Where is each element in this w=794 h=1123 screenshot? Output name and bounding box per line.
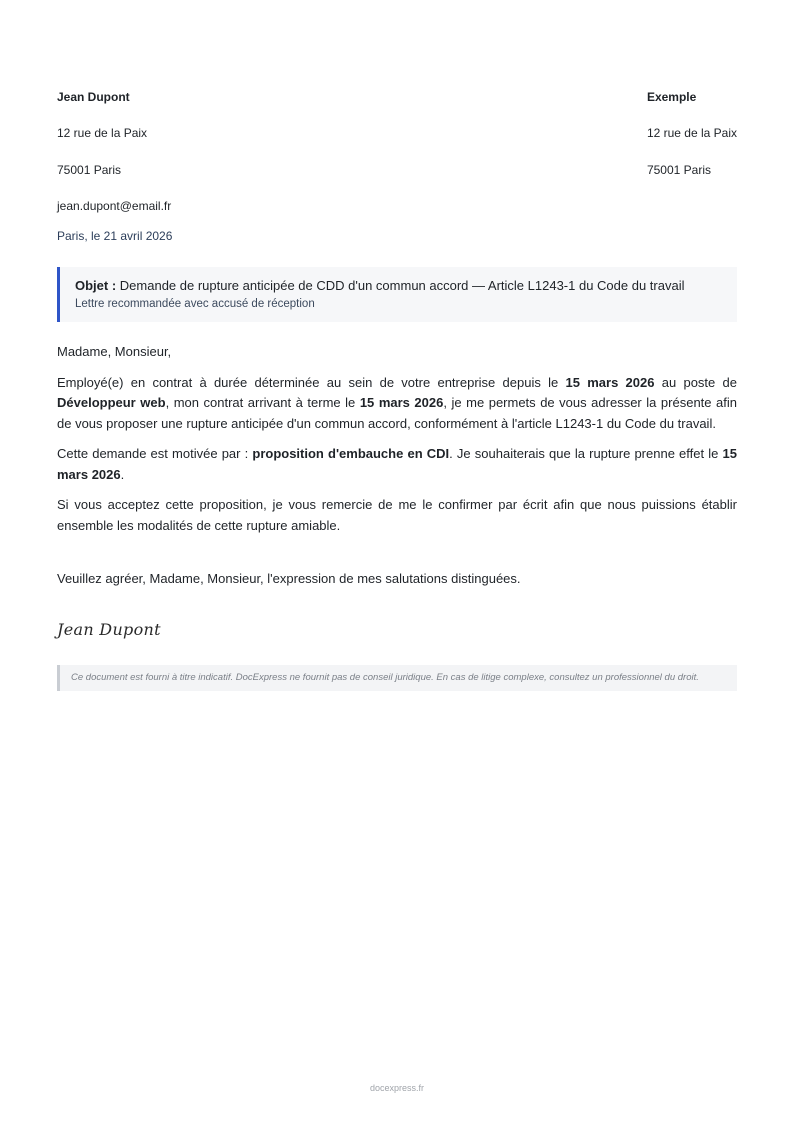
p1-text-1: Employé(e) en contrat à durée déterminée au sein de votre entreprise depuis le	[57, 374, 566, 390]
p2-reason: proposition d'embauche en CDI	[252, 446, 450, 462]
p2-effective-date: 15 mars 2026	[57, 446, 737, 482]
p1-job-title: Développeur web	[57, 395, 166, 411]
disclaimer-note: Ce document est fourni à titre indicatif. DocExpress ne fournit pas de conseil juridique. En cas de litige complexe, consultez un professionnel du droit.	[57, 665, 737, 691]
p1-end-date: 15 mars 2026	[359, 395, 444, 411]
p2-text-2: . Je souhaiterais que la rupture prenne effet le	[449, 446, 723, 462]
p1-text-4: , je me permets de vous adresser la présente afin de vous proposer une rupture anticipée d'un commun accord, conformément à l'article L1243-1 du Code du travail.	[57, 395, 737, 431]
p2-text-3: .	[120, 466, 125, 482]
letter-date: Paris, le 21 avril 2026	[57, 228, 173, 243]
sender-name: Jean Dupont	[57, 90, 130, 104]
subject-subtitle: Lettre recommandée avec accusé de réception	[75, 298, 315, 311]
footer-site: docexpress.fr	[369, 1083, 425, 1093]
paragraph-3: Si vous acceptez cette proposition, je vous remercie de me le confirmer par écrit afin que nous puissions établir ensemble les modalités de cette rupture amiable.	[57, 497, 737, 533]
subject-text: Demande de rupture anticipée de CDD d'un commun accord — Article L1243-1 du Code du travail	[119, 277, 685, 293]
p1-start-date: 15 mars 2026	[565, 374, 655, 390]
p1-text-2: au poste de	[654, 374, 737, 390]
salutation: Madame, Monsieur,	[57, 344, 172, 360]
subject-box	[57, 267, 737, 323]
letter-page	[57, 90, 737, 691]
recipient-name: Exemple	[646, 90, 697, 104]
recipient-block	[647, 90, 737, 199]
sender-street: 12 rue de la Paix	[57, 126, 148, 141]
closing-formula: Veuillez agréer, Madame, Monsieur, l'expression de mes salutations distinguées.	[57, 571, 521, 587]
letter-header	[57, 90, 737, 214]
paragraph-2	[57, 444, 737, 485]
subject-label: Objet :	[75, 277, 117, 293]
recipient-city: 75001 Paris	[646, 162, 711, 177]
subject-line	[75, 278, 722, 295]
letter-body	[57, 342, 737, 536]
p1-text-3: , mon contrat arrivant à terme le	[165, 395, 360, 411]
signature: Jean Dupont	[57, 620, 161, 640]
sender-email: jean.dupont@email.fr	[57, 199, 172, 214]
sender-block	[57, 90, 171, 214]
p2-text-1: Cette demande est motivée par :	[57, 446, 253, 462]
paragraph-1	[57, 373, 737, 435]
recipient-street: 12 rue de la Paix	[646, 126, 737, 141]
sender-city: 75001 Paris	[57, 162, 122, 177]
